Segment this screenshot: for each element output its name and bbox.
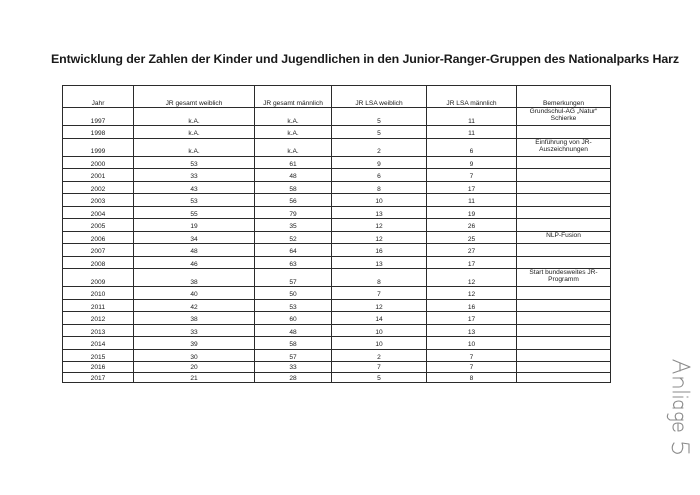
cell-jr-w: 30 [134, 349, 255, 362]
header-cell-jr-w: JR gesamt weiblich [134, 86, 255, 108]
cell-notes [517, 219, 611, 232]
table-row [63, 256, 611, 269]
cell-notes [517, 287, 611, 300]
cell-year: 2003 [63, 194, 134, 207]
cell-lsa-m: 16 [427, 299, 517, 312]
cell-notes [517, 256, 611, 269]
cell-notes: NLP-Fusion [517, 231, 611, 244]
cell-year: 2007 [63, 244, 134, 257]
cell-year: 2011 [63, 299, 134, 312]
cell-lsa-m: 7 [427, 169, 517, 182]
cell-jr-w: 46 [134, 256, 255, 269]
header-cell-jr-m: JR gesamt männlich [255, 86, 332, 108]
cell-lsa-m: 17 [427, 181, 517, 194]
cell-lsa-m: 7 [427, 349, 517, 362]
cell-jr-w: 33 [134, 324, 255, 337]
table-row [63, 244, 611, 257]
cell-year: 2000 [63, 156, 134, 169]
cell-lsa-m: 19 [427, 206, 517, 219]
cell-jr-w: 39 [134, 337, 255, 350]
cell-jr-w: 40 [134, 287, 255, 300]
cell-year: 2009 [63, 269, 134, 287]
cell-year: 2015 [63, 349, 134, 362]
handwritten-annotation [652, 352, 700, 492]
cell-year: 2010 [63, 287, 134, 300]
cell-notes [517, 169, 611, 182]
cell-jr-w: 38 [134, 312, 255, 325]
cell-notes [517, 206, 611, 219]
cell-lsa-m: 7 [427, 362, 517, 373]
cell-lsa-w: 7 [332, 362, 427, 373]
header-cell-lsa-m: JR LSA männlich [427, 86, 517, 108]
cell-year: 2017 [63, 372, 134, 383]
cell-year: 2001 [63, 169, 134, 182]
cell-lsa-m: 12 [427, 269, 517, 287]
table-row [63, 231, 611, 244]
cell-lsa-w: 5 [332, 372, 427, 383]
table-row [63, 349, 611, 362]
cell-lsa-m: 17 [427, 256, 517, 269]
table-row [63, 169, 611, 182]
cell-lsa-w: 12 [332, 219, 427, 232]
table-row [63, 299, 611, 312]
cell-lsa-m: 6 [427, 138, 517, 156]
cell-lsa-m: 26 [427, 219, 517, 232]
table-row [63, 194, 611, 207]
header-cell-year: Jahr [63, 86, 134, 108]
cell-lsa-m: 13 [427, 324, 517, 337]
table-row [63, 312, 611, 325]
cell-year: 2016 [63, 362, 134, 373]
cell-lsa-w: 16 [332, 244, 427, 257]
cell-lsa-w: 13 [332, 256, 427, 269]
table-row [63, 219, 611, 232]
cell-lsa-w: 12 [332, 299, 427, 312]
table-row [63, 287, 611, 300]
cell-lsa-m: 25 [427, 231, 517, 244]
cell-notes [517, 194, 611, 207]
cell-notes: Start bundesweites JR-Programm [517, 269, 611, 287]
cell-lsa-w: 2 [332, 349, 427, 362]
table-body [63, 86, 611, 383]
cell-year: 2008 [63, 256, 134, 269]
cell-year: 2002 [63, 181, 134, 194]
cell-jr-m: 57 [255, 269, 332, 287]
cell-lsa-w: 10 [332, 324, 427, 337]
cell-year: 2004 [63, 206, 134, 219]
cell-lsa-m: 17 [427, 312, 517, 325]
cell-year: 2014 [63, 337, 134, 350]
cell-jr-m: k.A. [255, 126, 332, 139]
cell-notes [517, 156, 611, 169]
cell-notes [517, 244, 611, 257]
cell-lsa-m: 10 [427, 337, 517, 350]
cell-year: 1997 [63, 108, 134, 126]
cell-jr-m: 33 [255, 362, 332, 373]
cell-jr-m: 60 [255, 312, 332, 325]
header-cell-notes: Bemerkungen [517, 86, 611, 108]
cell-notes: Grundschul-AG „Natur“ Schierke [517, 108, 611, 126]
table-row [63, 337, 611, 350]
cell-notes [517, 337, 611, 350]
cell-jr-m: 35 [255, 219, 332, 232]
cell-jr-w: 48 [134, 244, 255, 257]
cell-jr-m: 64 [255, 244, 332, 257]
cell-notes [517, 181, 611, 194]
page-title: Entwicklung der Zahlen der Kinder und Jugendlichen in den Junior-Ranger-Gruppen des Nationalparks Harz [51, 52, 680, 66]
cell-notes: Einführung von JR-Auszeichnungen [517, 138, 611, 156]
cell-jr-m: 28 [255, 372, 332, 383]
cell-jr-m: 58 [255, 181, 332, 194]
cell-jr-m: 53 [255, 299, 332, 312]
cell-lsa-w: 10 [332, 194, 427, 207]
cell-lsa-m: 12 [427, 287, 517, 300]
table-header-row [63, 86, 611, 108]
cell-notes [517, 126, 611, 139]
cell-jr-w: 53 [134, 194, 255, 207]
cell-jr-m: 52 [255, 231, 332, 244]
cell-lsa-w: 2 [332, 138, 427, 156]
cell-lsa-w: 14 [332, 312, 427, 325]
cell-lsa-w: 5 [332, 126, 427, 139]
cell-jr-w: 21 [134, 372, 255, 383]
cell-jr-m: 61 [255, 156, 332, 169]
cell-lsa-m: 11 [427, 194, 517, 207]
cell-jr-m: 56 [255, 194, 332, 207]
cell-notes [517, 324, 611, 337]
cell-lsa-w: 5 [332, 108, 427, 126]
svg-text:Anlage 5: Anlage 5 [652, 352, 656, 353]
table-row [63, 181, 611, 194]
cell-lsa-w: 13 [332, 206, 427, 219]
table-row [63, 156, 611, 169]
cell-jr-m: k.A. [255, 138, 332, 156]
cell-lsa-w: 8 [332, 269, 427, 287]
cell-jr-w: 42 [134, 299, 255, 312]
header-cell-lsa-w: JR LSA weiblich [332, 86, 427, 108]
cell-jr-m: 63 [255, 256, 332, 269]
cell-jr-m: 50 [255, 287, 332, 300]
cell-jr-w: 53 [134, 156, 255, 169]
cell-year: 2006 [63, 231, 134, 244]
cell-year: 2012 [63, 312, 134, 325]
cell-lsa-m: 9 [427, 156, 517, 169]
cell-jr-w: k.A. [134, 138, 255, 156]
cell-lsa-w: 10 [332, 337, 427, 350]
cell-lsa-m: 8 [427, 372, 517, 383]
table-row [63, 206, 611, 219]
cell-jr-m: 48 [255, 324, 332, 337]
table-row [63, 126, 611, 139]
cell-jr-m: 58 [255, 337, 332, 350]
cell-year: 1998 [63, 126, 134, 139]
cell-lsa-m: 27 [427, 244, 517, 257]
table-row [63, 324, 611, 337]
cell-jr-m: 57 [255, 349, 332, 362]
cell-jr-w: 33 [134, 169, 255, 182]
cell-year: 2013 [63, 324, 134, 337]
cell-lsa-w: 8 [332, 181, 427, 194]
cell-jr-w: 55 [134, 206, 255, 219]
cell-notes [517, 312, 611, 325]
cell-lsa-w: 12 [332, 231, 427, 244]
cell-jr-m: 48 [255, 169, 332, 182]
cell-notes [517, 362, 611, 373]
cell-lsa-w: 7 [332, 287, 427, 300]
cell-lsa-m: 11 [427, 126, 517, 139]
table-row [63, 108, 611, 126]
table-row [63, 138, 611, 156]
cell-jr-w: k.A. [134, 108, 255, 126]
cell-notes [517, 299, 611, 312]
cell-jr-m: 79 [255, 206, 332, 219]
cell-lsa-m: 11 [427, 108, 517, 126]
table-row [63, 372, 611, 383]
cell-lsa-w: 9 [332, 156, 427, 169]
data-table [62, 85, 611, 383]
cell-jr-m: k.A. [255, 108, 332, 126]
cell-year: 1999 [63, 138, 134, 156]
cell-jr-w: 20 [134, 362, 255, 373]
cell-jr-w: 34 [134, 231, 255, 244]
cell-lsa-w: 6 [332, 169, 427, 182]
cell-notes [517, 372, 611, 383]
cell-jr-w: 19 [134, 219, 255, 232]
cell-jr-w: 38 [134, 269, 255, 287]
table-row [63, 362, 611, 373]
cell-jr-w: 43 [134, 181, 255, 194]
table-row [63, 269, 611, 287]
cell-notes [517, 349, 611, 362]
cell-jr-w: k.A. [134, 126, 255, 139]
cell-year: 2005 [63, 219, 134, 232]
